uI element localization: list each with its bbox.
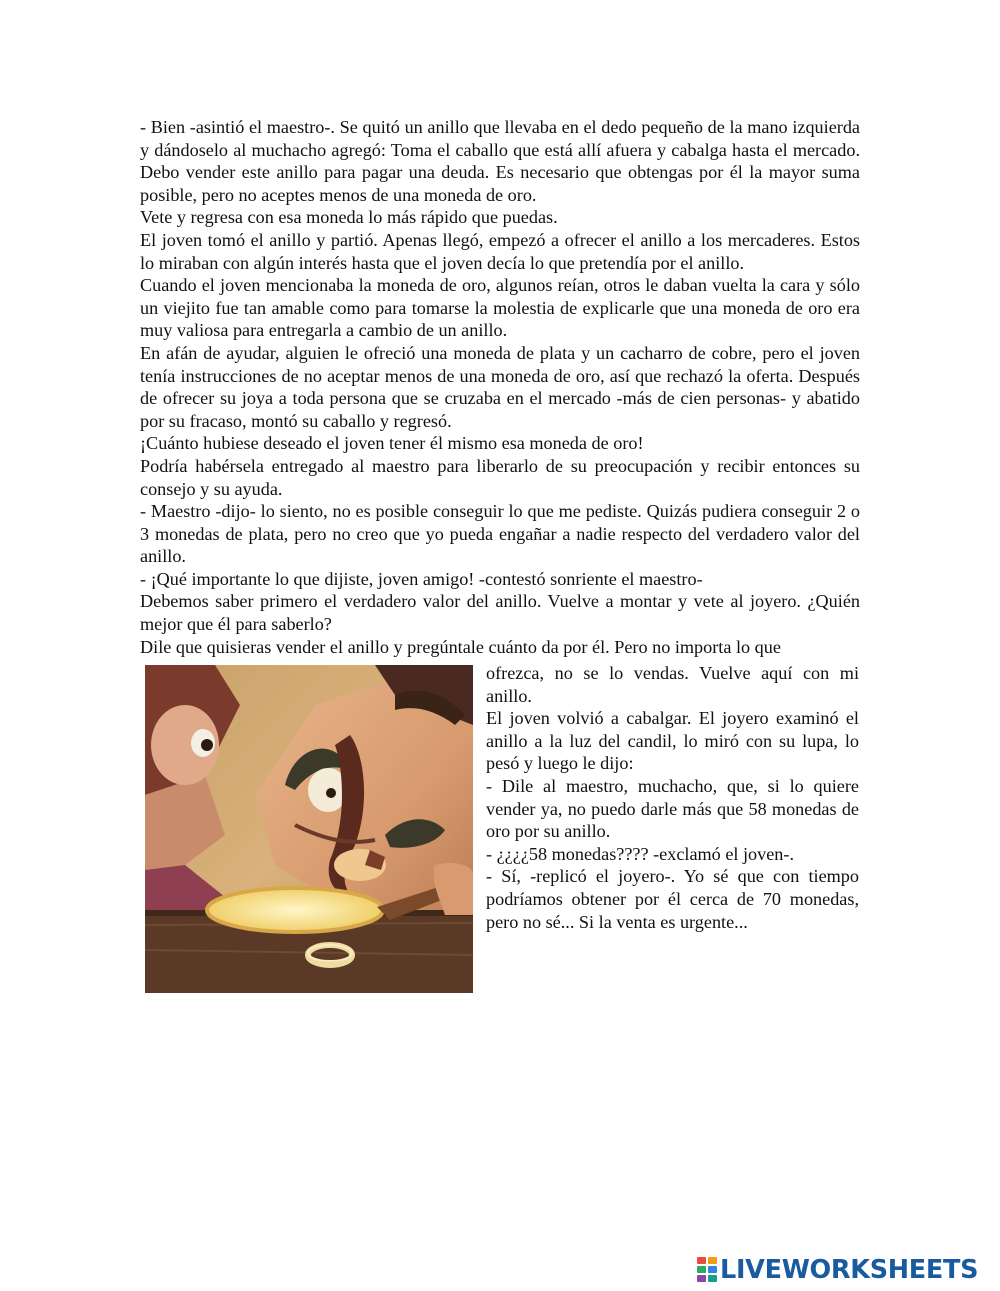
story-paragraph: Cuando el joven mencionaba la moneda de oro, algunos reían, otros le daban vuelta la cara y sólo un viejito fue tan amable como para tomarse la molestia de explicarle que una moneda de oro era muy valiosa para entregarla a cambio de un anillo. (140, 275, 860, 341)
story-paragraph: El joven tomó el anillo y partió. Apenas llegó, empezó a ofrecer el anillo a los mercaderes. Estos lo miraban con algún interés hasta que el joven decía lo que pretendía por el anillo. (140, 229, 860, 273)
side-paragraph: - Sí, -replicó el joyero-. Yo sé que con tiempo podríamos obtener por él cerca de 70 monedas, pero no sé... Si la venta es urgente... (486, 866, 859, 932)
story-paragraph: ¡Cuánto hubiese deseado el joven tener él mismo esa moneda de oro! (140, 433, 644, 454)
story-paragraph: Dile que quisieras vender el anillo y pregúntale cuánto da por él. Pero no importa lo que (140, 636, 781, 657)
story-paragraph: Podría habérsela entregado al maestro para liberarlo de su preocupación y recibir entonces su consejo y su ayuda. (140, 455, 860, 499)
story-paragraph: - Maestro -dijo- lo siento, no es posible conseguir lo que me pediste. Quizás pudiera conseguir 2 o 3 monedas de plata, pero no creo que yo pueda engañar a nadie respecto del verdadero valor del anillo. (140, 501, 860, 567)
story-paragraph: - ¡Qué importante lo que dijiste, joven amigo! -contestó sonriente el maestro- (140, 568, 703, 589)
story-paragraph: - Bien -asintió el maestro-. Se quitó un anillo que llevaba en el dedo pequeño de la mano izquierda y dándoselo al muchacho agregó: Toma el caballo que está allí afuera y cabalga hasta el mercado. Debo vender este anillo para pagar una deuda. Es necesario que obtengas por él la mayor suma posible, pero no aceptes menos de una moneda de oro. (140, 117, 860, 205)
jeweler-illustration (145, 665, 473, 993)
story-paragraph: Vete y regresa con esa moneda lo más rápido que puedas. (140, 207, 558, 228)
side-paragraph: ofrezca, no se lo vendas. Vuelve aquí con mi anillo. (486, 663, 859, 706)
liveworksheets-logo-icon (696, 1255, 718, 1285)
story-text (140, 116, 860, 658)
side-text (486, 662, 859, 933)
story-paragraph: Debemos saber primero el verdadero valor del anillo. Vuelve a montar y vete al joyero. ¿Quién mejor que él para saberlo? (140, 591, 860, 635)
side-paragraph: - ¿¿¿¿58 monedas???? -exclamó el joven-. (486, 843, 795, 864)
liveworksheets-logo (696, 1253, 978, 1287)
side-paragraph: El joven volvió a cabalgar. El joyero examinó el anillo a la luz del candil, lo miró con su lupa, lo pesó y luego le dijo: (486, 708, 859, 774)
side-paragraph: - Dile al maestro, muchacho, que, si lo quiere vender ya, no puedo darle más que 58 monedas de oro por su anillo. (486, 775, 859, 842)
liveworksheets-logo-text: LIVEWORKSHEETS (720, 1255, 979, 1285)
jeweler-magnifying-ring-image (145, 665, 473, 993)
story-paragraph: En afán de ayudar, alguien le ofreció una moneda de plata y un cacharro de cobre, pero el joven tenía instrucciones de no aceptar menos de una moneda de oro, así que rechazó la oferta. Después de ofrecer su joya a toda persona que se cruzaba en el mercado -más de cien personas- y abatido por su fracaso, montó su caballo y regresó. (140, 342, 860, 431)
